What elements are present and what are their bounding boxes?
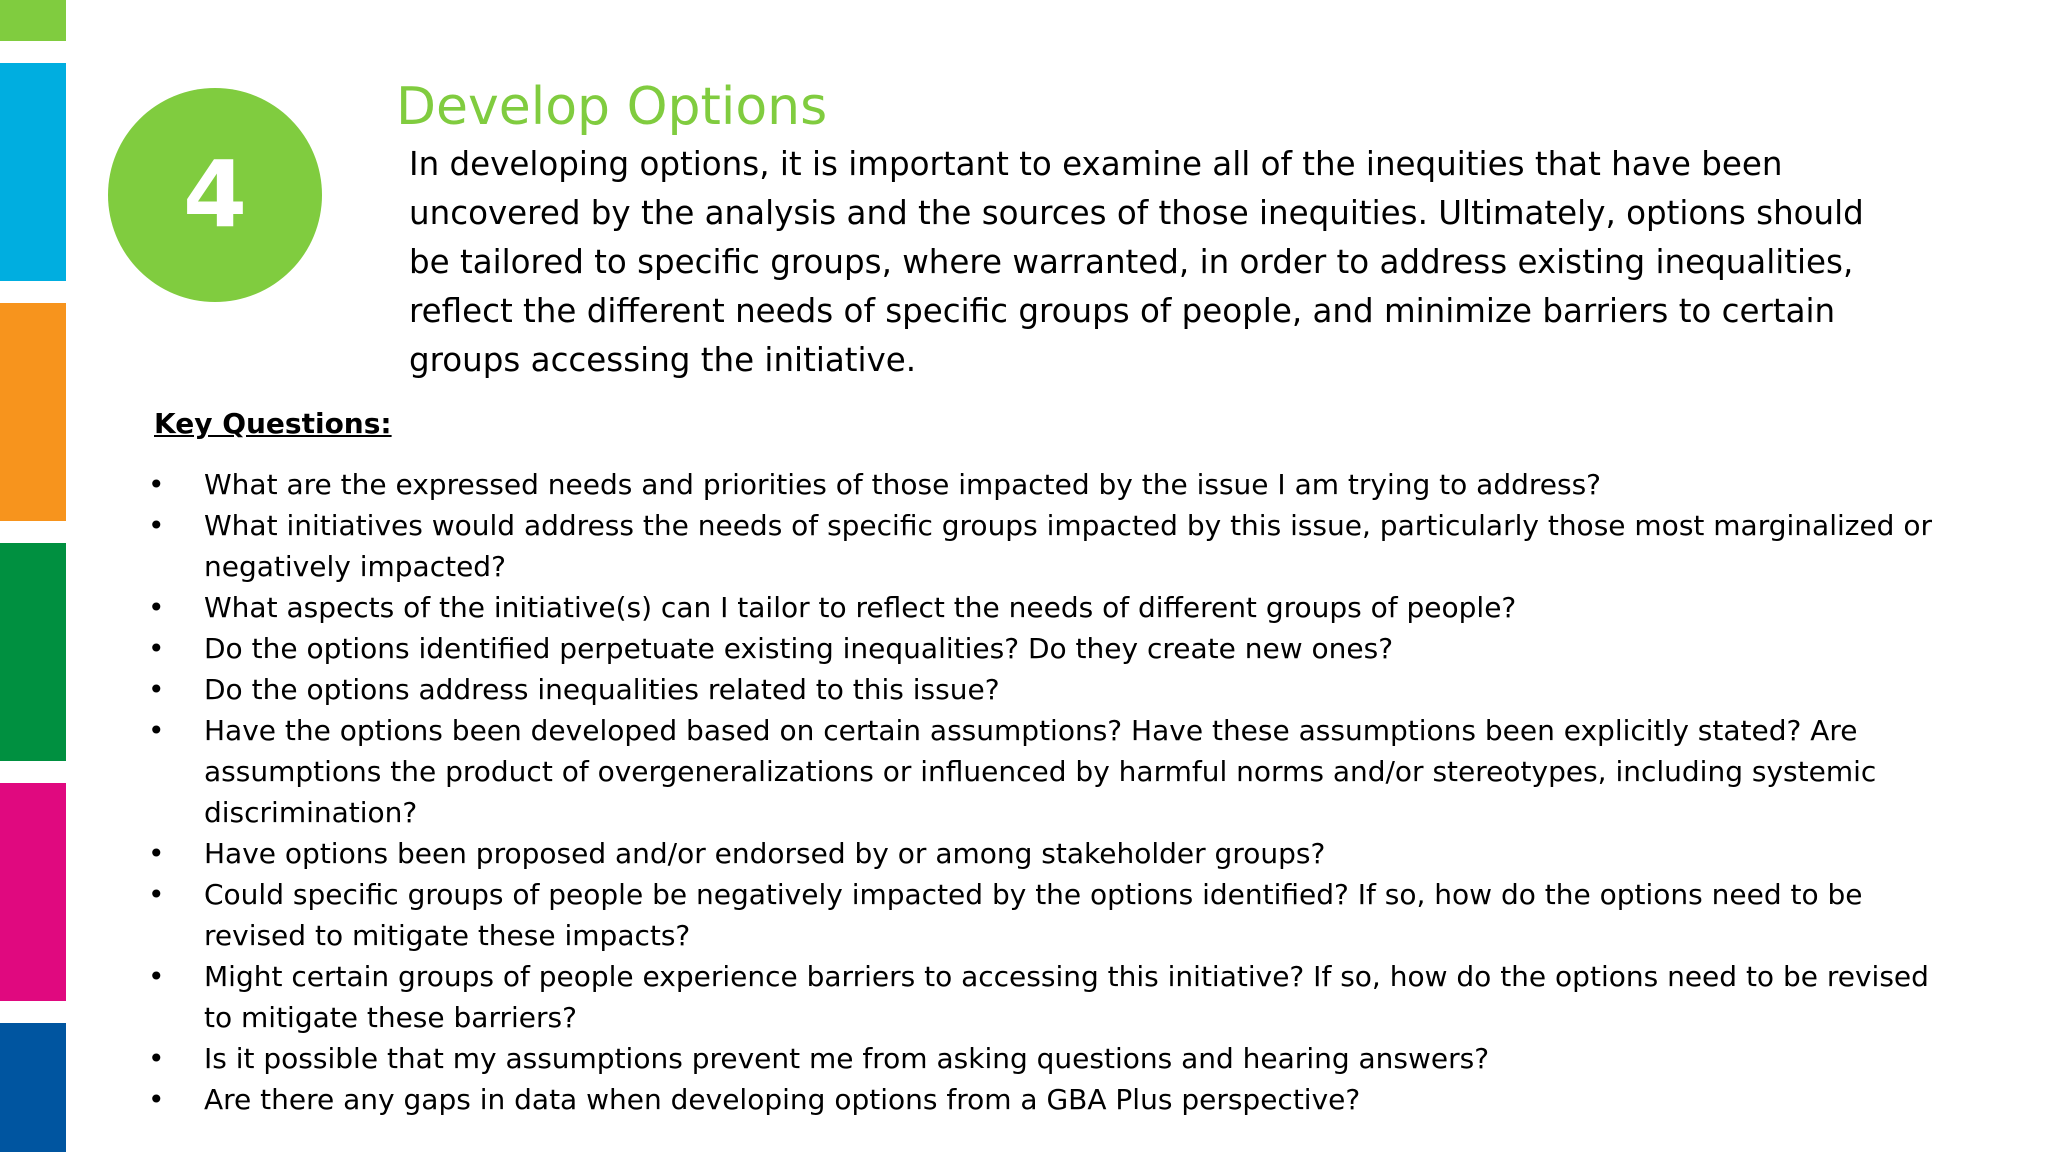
question-item [148,1038,1948,1079]
step-number: 4 [182,141,247,248]
stripe-blue [0,1023,66,1152]
stripe-magenta [0,783,66,1001]
stripe-green [0,0,66,41]
bullet-icon: • [148,468,165,501]
question-item [148,956,1948,1038]
question-text: Might certain groups of people experience barriers to accessing this initiative? If so, how do the options need to be revised to mitigate these barriers? [204,960,1929,1034]
question-text: Have options been proposed and/or endorsed by or among stakeholder groups? [204,837,1326,870]
stripe-orange [0,303,66,521]
bullet-icon: • [148,591,165,624]
question-item [148,587,1948,628]
bullet-icon: • [148,632,165,665]
question-item [148,669,1948,710]
key-questions-heading: Key Questions: [154,407,392,440]
question-text: Is it possible that my assumptions prevent me from asking questions and hearing answers? [204,1042,1490,1075]
question-text: Are there any gaps in data when developing options from a GBA Plus perspective? [204,1083,1361,1116]
question-item [148,874,1948,956]
question-text: What are the expressed needs and priorities of those impacted by the issue I am trying to address? [204,468,1602,501]
question-item [148,505,1948,587]
stripe-dark-green [0,543,66,761]
bullet-icon: • [148,837,165,870]
bullet-icon: • [148,714,165,747]
page-title: Develop Options [396,77,828,137]
key-questions-list [148,464,1948,1120]
bullet-icon: • [148,878,165,911]
question-item [148,710,1948,833]
bullet-icon: • [148,673,165,706]
bullet-icon: • [148,1042,165,1075]
color-stripe-sidebar [0,0,66,1152]
question-text: What initiatives would address the needs of specific groups impacted by this issue, particularly those most marginalized or negatively impacted? [204,509,1932,583]
step-number-badge [108,88,322,302]
question-text: Do the options identified perpetuate existing inequalities? Do they create new ones? [204,632,1394,665]
question-item [148,833,1948,874]
question-text: Could specific groups of people be negatively impacted by the options identified? If so, how do the options need to be revised to mitigate these impacts? [204,878,1863,952]
intro-paragraph: In developing options, it is important to examine all of the inequities that have been uncovered by the analysis and the sources of those inequities. Ultimately, options should be tailored to specific groups, where warranted, in order to address existing inequalities, reflect the different needs of specific groups of people, and minimize barriers to certain groups accessing the initiative. [409,145,1864,379]
question-item [148,1079,1948,1120]
bullet-icon: • [148,960,165,993]
question-text: What aspects of the initiative(s) can I tailor to reflect the needs of different groups of people? [204,591,1517,624]
stripe-cyan [0,63,66,281]
question-item [148,628,1948,669]
question-item [148,464,1948,505]
bullet-icon: • [148,509,165,542]
question-text: Do the options address inequalities related to this issue? [204,673,1000,706]
bullet-icon: • [148,1083,165,1116]
question-text: Have the options been developed based on certain assumptions? Have these assumptions been explicitly stated? Are assumptions the product of overgeneralizations or influenced by harmful norms and/or stereotypes, including systemic discrimination? [204,714,1877,829]
